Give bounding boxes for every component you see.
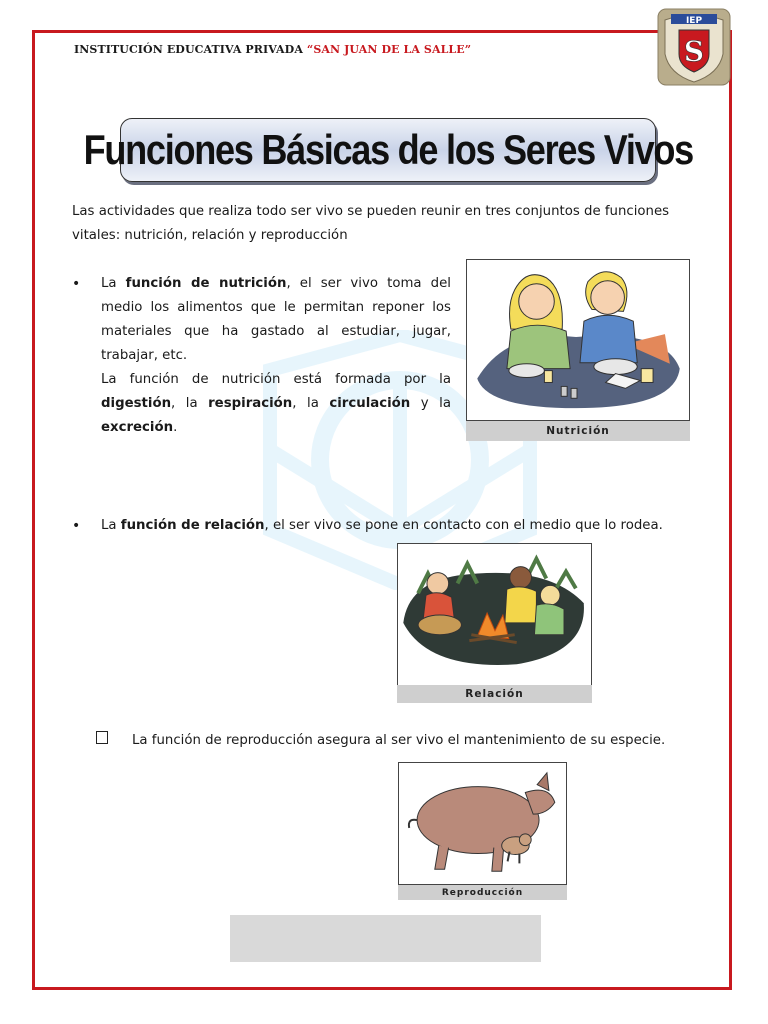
sep: , la <box>292 396 330 411</box>
nutrition-text2: La función de nutrición está formada por la <box>101 372 451 387</box>
nutrition-illustration <box>466 259 690 421</box>
school-name: “SAN JUAN DE LA SALLE” <box>306 43 472 56</box>
relation-text: , el ser vivo se pone en contacto con el medio que lo rodea. <box>264 518 663 533</box>
logo-iep-text: IEP <box>685 16 703 26</box>
reproduction-paragraph <box>84 729 684 753</box>
term-digestion: digestión <box>101 396 172 411</box>
reproduction-illustration <box>398 762 567 885</box>
institution-header <box>74 43 471 56</box>
term-excrecion: excreción <box>101 420 174 435</box>
nutrition-lead: La <box>101 276 126 291</box>
sep: y la <box>410 396 451 411</box>
relation-caption: Relación <box>397 685 592 703</box>
institution-prefix: INSTITUCIÓN EDUCATIVA PRIVADA <box>74 43 307 56</box>
sep: , la <box>171 396 209 411</box>
relation-paragraph <box>101 514 701 538</box>
title-banner <box>83 118 693 182</box>
sep: . <box>173 420 178 435</box>
reproduction-caption: Reproducción <box>398 885 567 900</box>
term-respiracion: respiración <box>208 396 293 411</box>
bullet-relation: • <box>72 518 81 534</box>
blank-gray-box <box>230 915 541 962</box>
relation-term: función de relación <box>120 518 265 533</box>
term-circulacion: circulación <box>329 396 411 411</box>
logo-letter: S <box>683 35 705 68</box>
intro-paragraph: Las actividades que realiza todo ser vivo se pueden reunir en tres conjuntos de funciones vitales: nutrición, relación y reproducción <box>72 204 670 243</box>
bullet-nutrition: • <box>72 276 81 292</box>
nutrition-caption: Nutrición <box>466 421 690 441</box>
page-title: Funciones Básicas de los Seres Vivos <box>83 126 693 173</box>
nutrition-paragraph <box>101 272 451 440</box>
school-crest-logo <box>657 8 731 86</box>
nutrition-text: , el ser vivo toma del medio los alimentos que le permitan reponer los materiales que ha gastado al estudiar, jugar, trabajar, etc. <box>101 276 451 363</box>
reproduction-text: La función de reproducción asegura al ser vivo el mantenimiento de su especie. <box>132 733 666 748</box>
relation-illustration <box>397 543 592 686</box>
relation-lead: La <box>101 518 121 533</box>
nutrition-term: función de nutrición <box>125 276 287 291</box>
